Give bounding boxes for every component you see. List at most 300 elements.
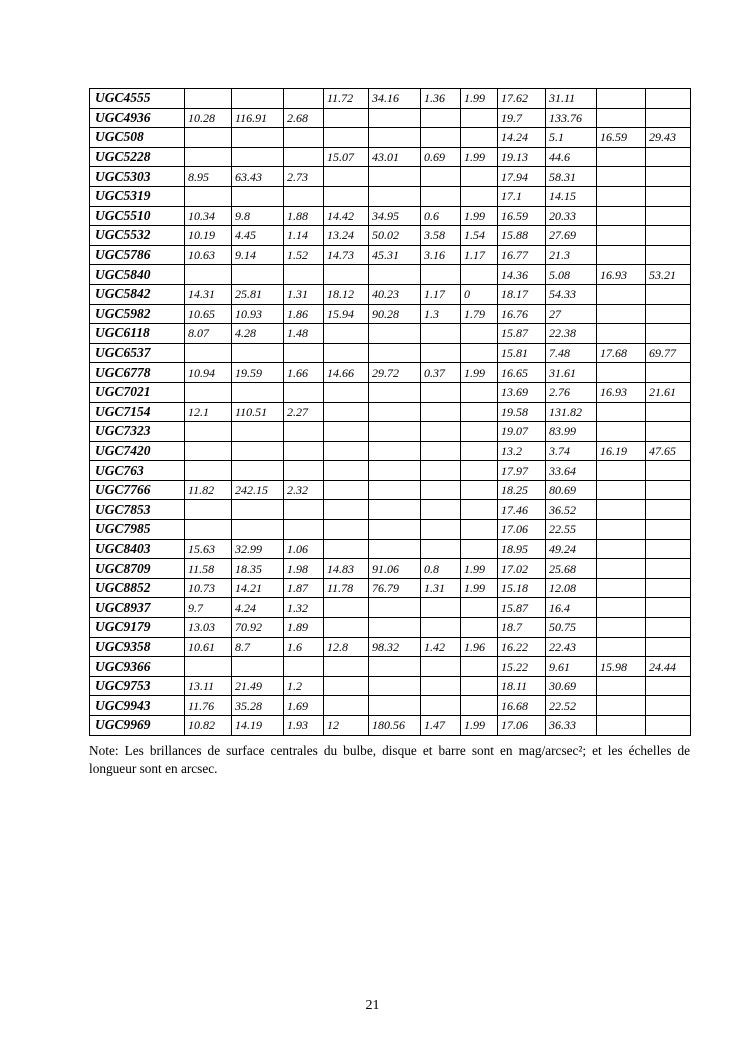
table-cell: [185, 382, 232, 402]
table-cell: 1.99: [461, 206, 498, 226]
table-cell: 16.59: [597, 128, 646, 148]
galaxy-name-cell: UGC5510: [90, 206, 185, 226]
table-cell: 14.15: [546, 186, 597, 206]
table-cell: 17.62: [498, 89, 546, 109]
table-cell: [646, 559, 691, 579]
table-cell: [284, 265, 324, 285]
table-cell: [369, 382, 421, 402]
table-cell: 1.47: [421, 716, 461, 736]
galaxy-name-cell: UGC8852: [90, 578, 185, 598]
table-cell: [421, 480, 461, 500]
table-cell: 91.06: [369, 559, 421, 579]
table-cell: [232, 500, 284, 520]
table-cell: 18.95: [498, 539, 546, 559]
table-cell: [232, 422, 284, 442]
table-row: [90, 422, 691, 442]
table-cell: [185, 343, 232, 363]
table-cell: [421, 618, 461, 638]
table-cell: [421, 186, 461, 206]
table-cell: [597, 284, 646, 304]
table-cell: [369, 265, 421, 285]
galaxy-name-cell: UGC9358: [90, 637, 185, 657]
galaxy-name-cell: UGC7323: [90, 422, 185, 442]
table-cell: 11.58: [185, 559, 232, 579]
table-cell: 17.46: [498, 500, 546, 520]
galaxy-name-cell: UGC763: [90, 461, 185, 481]
table-cell: 98.32: [369, 637, 421, 657]
table-row: [90, 520, 691, 540]
table-cell: [185, 422, 232, 442]
table-cell: [461, 618, 498, 638]
table-cell: [646, 461, 691, 481]
table-cell: [597, 422, 646, 442]
table-cell: [597, 618, 646, 638]
table-cell: 1.88: [284, 206, 324, 226]
table-cell: 16.22: [498, 637, 546, 657]
table-cell: [421, 167, 461, 187]
table-cell: 1.06: [284, 539, 324, 559]
table-cell: [324, 461, 369, 481]
table-cell: [369, 108, 421, 128]
table-cell: 8.7: [232, 637, 284, 657]
table-cell: [597, 480, 646, 500]
table-cell: 0.6: [421, 206, 461, 226]
table-cell: 12.08: [546, 578, 597, 598]
table-cell: 31.11: [546, 89, 597, 109]
table-cell: 34.95: [369, 206, 421, 226]
table-cell: [461, 382, 498, 402]
table-cell: [369, 520, 421, 540]
table-cell: 22.52: [546, 696, 597, 716]
galaxy-name-cell: UGC7021: [90, 382, 185, 402]
galaxy-name-cell: UGC5228: [90, 147, 185, 167]
table-cell: 16.65: [498, 363, 546, 383]
table-cell: [421, 461, 461, 481]
table-cell: 15.94: [324, 304, 369, 324]
table-cell: [646, 578, 691, 598]
table-cell: [185, 461, 232, 481]
table-cell: [461, 167, 498, 187]
table-cell: 49.24: [546, 539, 597, 559]
table-cell: 1.36: [421, 89, 461, 109]
table-cell: [324, 324, 369, 344]
table-row: [90, 304, 691, 324]
table-cell: 2.27: [284, 402, 324, 422]
table-cell: [185, 441, 232, 461]
table-cell: 242.15: [232, 480, 284, 500]
table-cell: [597, 167, 646, 187]
table-cell: 1.48: [284, 324, 324, 344]
table-cell: [646, 618, 691, 638]
table-cell: 9.7: [185, 598, 232, 618]
table-cell: 15.07: [324, 147, 369, 167]
table-cell: 22.43: [546, 637, 597, 657]
table-cell: 13.11: [185, 676, 232, 696]
table-cell: [421, 676, 461, 696]
table-cell: [597, 147, 646, 167]
table-cell: 16.59: [498, 206, 546, 226]
table-cell: 90.28: [369, 304, 421, 324]
table-cell: [369, 402, 421, 422]
table-row: [90, 343, 691, 363]
table-cell: [232, 128, 284, 148]
table-cell: [597, 500, 646, 520]
table-cell: [461, 186, 498, 206]
table-cell: 80.69: [546, 480, 597, 500]
table-cell: 1.87: [284, 578, 324, 598]
table-cell: 10.28: [185, 108, 232, 128]
table-cell: 1.6: [284, 637, 324, 657]
table-cell: [597, 363, 646, 383]
table-cell: [421, 657, 461, 677]
table-cell: [369, 480, 421, 500]
galaxy-name-cell: UGC5319: [90, 186, 185, 206]
table-cell: [324, 520, 369, 540]
galaxy-name-cell: UGC4936: [90, 108, 185, 128]
table-cell: [646, 422, 691, 442]
table-cell: 36.33: [546, 716, 597, 736]
table-cell: [369, 324, 421, 344]
galaxy-name-cell: UGC7154: [90, 402, 185, 422]
table-cell: 19.58: [498, 402, 546, 422]
table-row: [90, 167, 691, 187]
table-row: [90, 480, 691, 500]
table-cell: [232, 520, 284, 540]
table-cell: 27: [546, 304, 597, 324]
galaxy-name-cell: UGC9943: [90, 696, 185, 716]
table-cell: 20.33: [546, 206, 597, 226]
table-cell: [646, 480, 691, 500]
table-cell: [232, 461, 284, 481]
table-cell: 69.77: [646, 343, 691, 363]
table-cell: 34.16: [369, 89, 421, 109]
table-cell: [369, 618, 421, 638]
table-cell: 17.06: [498, 716, 546, 736]
table-row: [90, 461, 691, 481]
table-cell: 16.76: [498, 304, 546, 324]
table-cell: 50.02: [369, 226, 421, 246]
table-cell: [232, 186, 284, 206]
table-cell: [185, 265, 232, 285]
table-cell: [461, 539, 498, 559]
table-cell: [646, 637, 691, 657]
table-cell: 2.32: [284, 480, 324, 500]
table-cell: 15.18: [498, 578, 546, 598]
table-cell: 18.17: [498, 284, 546, 304]
table-cell: 15.81: [498, 343, 546, 363]
table-cell: 70.92: [232, 618, 284, 638]
table-cell: 83.99: [546, 422, 597, 442]
table-cell: [597, 226, 646, 246]
table-cell: 3.58: [421, 226, 461, 246]
table-cell: 3.16: [421, 245, 461, 265]
table-cell: 1.98: [284, 559, 324, 579]
galaxy-name-cell: UGC6118: [90, 324, 185, 344]
table-cell: [646, 147, 691, 167]
table-cell: 0.69: [421, 147, 461, 167]
table-cell: [324, 382, 369, 402]
table-cell: [185, 500, 232, 520]
table-cell: [461, 108, 498, 128]
table-cell: [421, 265, 461, 285]
table-cell: [324, 657, 369, 677]
table-cell: 17.06: [498, 520, 546, 540]
galaxy-name-cell: UGC4555: [90, 89, 185, 109]
table-cell: [421, 598, 461, 618]
table-cell: [232, 657, 284, 677]
table-cell: 110.51: [232, 402, 284, 422]
table-cell: 1.66: [284, 363, 324, 383]
table-row: [90, 696, 691, 716]
table-cell: [369, 696, 421, 716]
table-row: [90, 108, 691, 128]
table-row: [90, 716, 691, 736]
table-cell: [597, 696, 646, 716]
table-row: [90, 186, 691, 206]
table-row: [90, 657, 691, 677]
table-cell: [646, 167, 691, 187]
table-cell: [284, 422, 324, 442]
table-cell: 4.45: [232, 226, 284, 246]
table-cell: [646, 402, 691, 422]
table-cell: 17.1: [498, 186, 546, 206]
table-cell: 1.86: [284, 304, 324, 324]
galaxy-name-cell: UGC5842: [90, 284, 185, 304]
table-cell: 14.19: [232, 716, 284, 736]
table-cell: [185, 657, 232, 677]
table-cell: [369, 539, 421, 559]
table-row: [90, 441, 691, 461]
table-cell: 9.8: [232, 206, 284, 226]
table-cell: [646, 676, 691, 696]
table-cell: 15.87: [498, 324, 546, 344]
table-cell: 18.12: [324, 284, 369, 304]
table-cell: 15.22: [498, 657, 546, 677]
table-cell: [646, 539, 691, 559]
table-cell: [185, 128, 232, 148]
table-cell: 27.69: [546, 226, 597, 246]
galaxy-parameters-table: [89, 88, 691, 736]
table-cell: [461, 598, 498, 618]
table-cell: 15.63: [185, 539, 232, 559]
table-cell: [185, 186, 232, 206]
table-cell: 17.97: [498, 461, 546, 481]
galaxy-name-cell: UGC7853: [90, 500, 185, 520]
table-cell: 10.73: [185, 578, 232, 598]
table-cell: [461, 441, 498, 461]
table-cell: 116.91: [232, 108, 284, 128]
table-row: [90, 89, 691, 109]
table-cell: 17.94: [498, 167, 546, 187]
table-cell: [597, 520, 646, 540]
table-row: [90, 147, 691, 167]
table-cell: [324, 618, 369, 638]
table-cell: [597, 598, 646, 618]
table-cell: 16.68: [498, 696, 546, 716]
table-cell: 15.88: [498, 226, 546, 246]
table-row: [90, 539, 691, 559]
table-cell: [646, 324, 691, 344]
table-cell: 8.07: [185, 324, 232, 344]
table-cell: 15.98: [597, 657, 646, 677]
table-cell: [232, 343, 284, 363]
table-cell: 40.23: [369, 284, 421, 304]
table-body: [90, 89, 691, 736]
table-row: [90, 265, 691, 285]
table-cell: [461, 461, 498, 481]
table-row: [90, 324, 691, 344]
table-cell: 1.89: [284, 618, 324, 638]
table-row: [90, 284, 691, 304]
table-cell: [421, 441, 461, 461]
table-cell: 31.61: [546, 363, 597, 383]
table-row: [90, 128, 691, 148]
galaxy-name-cell: UGC6778: [90, 363, 185, 383]
table-cell: 11.82: [185, 480, 232, 500]
table-cell: 16.93: [597, 382, 646, 402]
table-cell: 14.31: [185, 284, 232, 304]
table-cell: [461, 696, 498, 716]
table-cell: [646, 696, 691, 716]
table-row: [90, 578, 691, 598]
table-cell: [646, 284, 691, 304]
table-cell: 58.31: [546, 167, 597, 187]
table-cell: [369, 186, 421, 206]
table-cell: 16.77: [498, 245, 546, 265]
table-cell: 9.14: [232, 245, 284, 265]
table-cell: [421, 128, 461, 148]
table-cell: 76.79: [369, 578, 421, 598]
table-cell: [232, 265, 284, 285]
table-cell: 14.24: [498, 128, 546, 148]
table-cell: [461, 324, 498, 344]
table-cell: 1.17: [461, 245, 498, 265]
table-cell: [232, 441, 284, 461]
table-cell: [284, 186, 324, 206]
table-cell: [461, 402, 498, 422]
galaxy-name-cell: UGC6537: [90, 343, 185, 363]
table-cell: [369, 500, 421, 520]
table-cell: [597, 108, 646, 128]
table-cell: [324, 500, 369, 520]
table-cell: 53.21: [646, 265, 691, 285]
table-cell: [597, 716, 646, 736]
table-cell: 1.93: [284, 716, 324, 736]
table-cell: [421, 422, 461, 442]
table-row: [90, 676, 691, 696]
table-cell: [597, 676, 646, 696]
table-cell: 22.55: [546, 520, 597, 540]
table-cell: [284, 657, 324, 677]
galaxy-name-cell: UGC5532: [90, 226, 185, 246]
table-cell: [232, 147, 284, 167]
table-cell: [232, 382, 284, 402]
table-cell: 10.93: [232, 304, 284, 324]
table-cell: 16.93: [597, 265, 646, 285]
table-cell: [597, 402, 646, 422]
table-cell: 131.82: [546, 402, 597, 422]
table-cell: 43.01: [369, 147, 421, 167]
table-cell: [324, 422, 369, 442]
table-cell: [461, 520, 498, 540]
table-note: Note: Les brillances de surface centrales du bulbe, disque et barre sont en mag/arcsec²; et les échelles de longueur sont en arcsec.: [89, 743, 690, 776]
table-cell: 19.13: [498, 147, 546, 167]
table-cell: 18.11: [498, 676, 546, 696]
table-cell: [284, 500, 324, 520]
table-cell: [324, 598, 369, 618]
table-cell: [324, 676, 369, 696]
table-cell: 1.99: [461, 363, 498, 383]
table-cell: [597, 637, 646, 657]
table-cell: 10.61: [185, 637, 232, 657]
galaxy-name-cell: UGC8937: [90, 598, 185, 618]
table-cell: 11.78: [324, 578, 369, 598]
table-cell: [185, 89, 232, 109]
table-row: [90, 402, 691, 422]
table-cell: 1.99: [461, 578, 498, 598]
table-cell: 19.7: [498, 108, 546, 128]
table-cell: 1.31: [284, 284, 324, 304]
table-cell: 17.02: [498, 559, 546, 579]
table-row: [90, 598, 691, 618]
table-cell: [284, 461, 324, 481]
table-cell: [421, 382, 461, 402]
table-cell: [461, 657, 498, 677]
table-cell: 14.83: [324, 559, 369, 579]
table-cell: 44.6: [546, 147, 597, 167]
table-cell: [646, 108, 691, 128]
table-cell: 21.61: [646, 382, 691, 402]
table-cell: [421, 108, 461, 128]
table-row: [90, 245, 691, 265]
table-cell: 17.68: [597, 343, 646, 363]
page-number: 21: [365, 998, 380, 1013]
table-cell: [232, 89, 284, 109]
table-cell: [646, 206, 691, 226]
table-cell: 13.24: [324, 226, 369, 246]
table-cell: [369, 167, 421, 187]
table-cell: [646, 226, 691, 246]
table-cell: [597, 245, 646, 265]
table-cell: [597, 206, 646, 226]
table-cell: [421, 520, 461, 540]
galaxy-name-cell: UGC9753: [90, 676, 185, 696]
table-cell: 8.95: [185, 167, 232, 187]
table-cell: [284, 343, 324, 363]
table-cell: 19.59: [232, 363, 284, 383]
table-cell: [461, 265, 498, 285]
table-cell: [369, 598, 421, 618]
table-cell: 5.08: [546, 265, 597, 285]
table-cell: 29.43: [646, 128, 691, 148]
table-cell: 63.43: [232, 167, 284, 187]
table-cell: [284, 520, 324, 540]
table-cell: 14.66: [324, 363, 369, 383]
table-cell: 10.34: [185, 206, 232, 226]
table-cell: 18.35: [232, 559, 284, 579]
table-cell: [369, 461, 421, 481]
table-cell: 11.72: [324, 89, 369, 109]
table-row: [90, 618, 691, 638]
table-cell: 1.31: [421, 578, 461, 598]
table-cell: 54.33: [546, 284, 597, 304]
table-cell: [646, 89, 691, 109]
table-cell: 13.69: [498, 382, 546, 402]
table-cell: [646, 304, 691, 324]
table-cell: [597, 461, 646, 481]
galaxy-name-cell: UGC5982: [90, 304, 185, 324]
table-cell: 12.8: [324, 637, 369, 657]
